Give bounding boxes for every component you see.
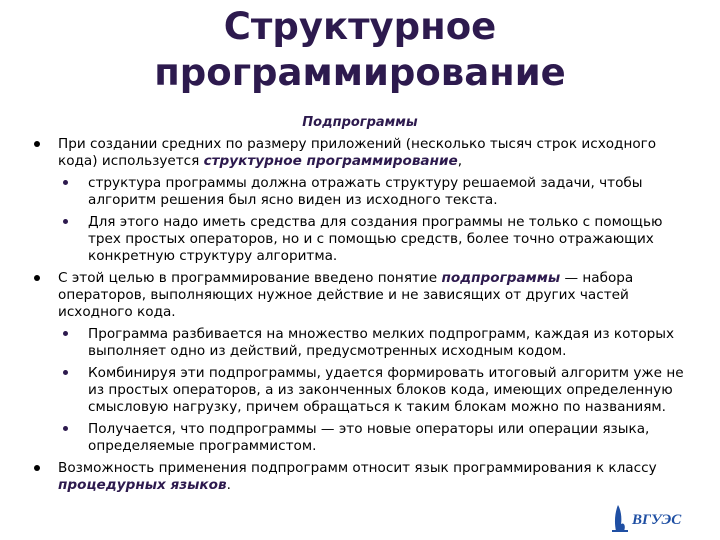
sub-bullet-combine: Комбинируя эти подпрограммы, удается формировать итоговый алгоритм уже не из простых операторов, а из законченных блоков кода, имеющих определенную смысловую нагрузку, причем обращаться к таким блокам можно по названиям.: [34, 365, 694, 416]
section-subtitle: Подпрограммы: [302, 115, 418, 130]
bullet-marker: [63, 219, 68, 224]
sub-bullet-new-operators: Получается, что подпрограммы — это новые операторы или операции языка, определяемые программистом.: [34, 421, 694, 455]
bullet-marker: [34, 465, 40, 471]
bullet-marker: [63, 180, 68, 185]
sub-bullet-split: Программа разбивается на множество мелких подпрограмм, каждая из которых выполняет одно из действий, предусмотренных исходным кодом.: [34, 326, 694, 360]
logo-text: ВГУЭС: [632, 512, 682, 528]
bullet-marker: [34, 141, 40, 147]
title-line-1: Структурное: [223, 5, 497, 48]
bullet-marker: [63, 426, 68, 431]
slide-title: [0, 4, 720, 96]
logo-emblem-icon: [615, 505, 625, 531]
bullet-marker: [63, 331, 68, 336]
bullet-structured-programming: При создании средних по размеру приложений (несколько тысяч строк исходного кода) используется структурное программирование,: [34, 136, 694, 170]
sub-bullet-structure: структура программы должна отражать структуру решаемой задачи, чтобы алгоритм решения был ясно виден из исходного текста.: [34, 175, 694, 209]
sub-bullet-means: Для этого надо иметь средства для создания программы не только с помощью трех простых операторов, но и с помощью средств, более точно отражающих конкретную структуру алгоритма.: [34, 214, 694, 265]
bullet-subroutine-concept: С этой целью в программирование введено понятие подпрограммы — набора операторов, выполняющих нужное действие и не зависящих от других частей исходного кода.: [34, 270, 694, 321]
emphasis-structured-programming: структурное программирование: [203, 153, 458, 169]
emphasis-procedural-languages: процедурных языков: [58, 477, 227, 493]
title-line-2: программирование: [154, 51, 566, 94]
bullet-procedural-languages: Возможность применения подпрограмм относит язык программирования к классу процедурных языков.: [34, 460, 694, 494]
bullet-list: [34, 136, 694, 499]
emphasis-subroutines: подпрограммы: [441, 270, 561, 286]
university-logo: [608, 500, 692, 534]
bullet-marker: [63, 370, 68, 375]
bullet-marker: [34, 275, 40, 281]
